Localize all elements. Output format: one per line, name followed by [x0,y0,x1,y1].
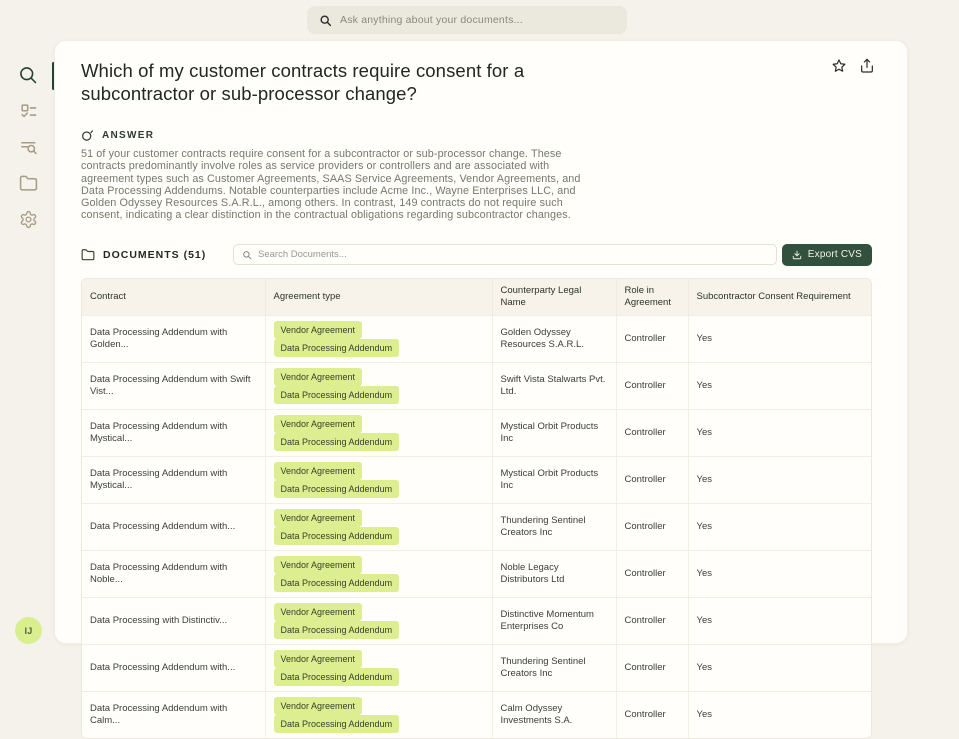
table-row[interactable] [82,409,872,456]
counterparty-cell: Golden Odyssey Resources S.A.R.L. [492,315,616,362]
counterparty-cell: Mystical Orbit Products Inc [492,409,616,456]
counterparty-cell: Mystical Orbit Products Inc [492,456,616,503]
answer-header [81,129,872,142]
role-cell: Controller [616,362,688,409]
agreement-tags [265,550,492,597]
agreement-type-badge: Data Processing Addendum [274,386,400,404]
consent-cell: Yes [688,503,872,550]
table-row[interactable] [82,456,872,503]
agreement-type-badge: Data Processing Addendum [274,433,400,451]
agreement-type-badge: Data Processing Addendum [274,715,400,733]
documents-search-input[interactable] [233,244,777,265]
documents-table-header-row [82,279,872,316]
role-cell: Controller [616,409,688,456]
column-header: Subcontractor Consent Requirement [688,279,872,316]
agreement-type-badge: Data Processing Addendum [274,668,400,686]
agreement-type-badge: Vendor Agreement [274,650,363,668]
search-icon [242,250,252,260]
documents-toolbar [81,244,872,266]
agreement-type-badge: Vendor Agreement [274,509,363,527]
contract-cell: Data Processing Addendum with... [82,644,265,691]
column-header: Role in Agreement [616,279,688,316]
consent-cell: Yes [688,409,872,456]
sidebar-item-tasks[interactable] [17,100,39,122]
agreement-type-badge: Vendor Agreement [274,603,363,621]
agreement-type-badge: Data Processing Addendum [274,339,400,357]
agreement-type-badge: Data Processing Addendum [274,527,400,545]
consent-cell: Yes [688,362,872,409]
user-avatar[interactable] [15,617,42,644]
documents-table-body [82,315,872,738]
search-icon [319,14,332,27]
contract-cell: Data Processing Addendum with Mystical... [82,456,265,503]
question-card [54,40,908,729]
contract-cell: Data Processing Addendum with Calm... [82,691,265,738]
role-cell: Controller [616,691,688,738]
counterparty-cell: Thundering Sentinel Creators Inc [492,503,616,550]
agreement-type-badge: Vendor Agreement [274,368,363,386]
column-header: Contract [82,279,265,316]
agreement-type-badge: Vendor Agreement [274,415,363,433]
answer-label: ANSWER [102,130,155,141]
global-search-placeholder: Ask anything about your documents... [340,14,523,26]
counterparty-cell: Thundering Sentinel Creators Inc [492,644,616,691]
agreement-tags [265,362,492,409]
table-row[interactable] [82,315,872,362]
sidebar-item-search[interactable] [17,64,39,86]
counterparty-cell: Swift Vista Stalwarts Pvt. Ltd. [492,362,616,409]
role-cell: Controller [616,503,688,550]
sidebar [15,64,41,230]
ai-answer-icon [81,129,94,142]
agreement-type-badge: Data Processing Addendum [274,480,400,498]
documents-search-placeholder: Search Documents... [258,249,347,261]
column-header: Agreement type [265,279,492,316]
folder-icon [81,248,95,262]
consent-cell: Yes [688,644,872,691]
global-search-bar[interactable] [307,6,627,34]
contract-cell: Data Processing Addendum with Swift Vist... [82,362,265,409]
table-row[interactable] [82,644,872,691]
consent-cell: Yes [688,550,872,597]
agreement-type-badge: Vendor Agreement [274,697,363,715]
consent-cell: Yes [688,597,872,644]
column-header: Counterparty Legal Name [492,279,616,316]
share-button[interactable] [858,57,875,74]
agreement-tags [265,315,492,362]
documents-table [81,278,872,739]
role-cell: Controller [616,597,688,644]
agreement-tags [265,691,492,738]
agreement-tags [265,503,492,550]
documents-section-label: DOCUMENTS (51) [103,248,207,261]
search-icon [18,65,38,85]
contract-cell: Data Processing Addendum with Golden... [82,315,265,362]
avatar-initials: IJ [24,625,33,636]
agreement-type-badge: Data Processing Addendum [274,574,400,592]
agreement-type-badge: Data Processing Addendum [274,621,400,639]
role-cell: Controller [616,315,688,362]
answer-text: 51 of your customer contracts require consent for a subcontractor or sub-processor change. These contracts predominantly involve roles as service providers or controllers and are associated with agreement types such as Customer Agreements, SAAS Service Agreements, Vendor Agreements, and Data Processing Addendums. Notable counterparties include Acme Inc., Wayne Enterprises LLC, and Golden Odyssey Resources S.A.R.L., among others. In contrast, 149 contracts do not require such consent, indicating a clear distinction in the contractual obligations regarding subcontractor changes. [81,148,581,222]
agreement-type-badge: Vendor Agreement [274,462,363,480]
role-cell: Controller [616,550,688,597]
card-actions [830,57,875,74]
export-csv-button[interactable] [782,244,872,266]
contract-cell: Data Processing Addendum with... [82,503,265,550]
sidebar-item-folders[interactable] [17,172,39,194]
download-icon [792,250,802,260]
counterparty-cell: Distinctive Momentum Enterprises Co [492,597,616,644]
export-csv-label: Export CVS [807,249,862,261]
search-list-icon [19,138,38,157]
folder-icon [19,174,38,193]
settings-icon [19,210,38,229]
table-row[interactable] [82,550,872,597]
favorite-button[interactable] [830,57,847,74]
consent-cell: Yes [688,456,872,503]
documents-section-header [81,248,233,262]
agreement-tags [265,597,492,644]
contract-cell: Data Processing Addendum with Mystical... [82,409,265,456]
agreement-type-badge: Vendor Agreement [274,556,363,574]
sidebar-item-settings[interactable] [17,208,39,230]
consent-cell: Yes [688,315,872,362]
role-cell: Controller [616,456,688,503]
counterparty-cell: Noble Legacy Distributors Ltd [492,550,616,597]
consent-cell: Yes [688,691,872,738]
role-cell: Controller [616,644,688,691]
agreement-tags [265,644,492,691]
sidebar-item-search-list[interactable] [17,136,39,158]
contract-cell: Data Processing with Distinctiv... [82,597,265,644]
agreement-type-badge: Vendor Agreement [274,321,363,339]
table-row[interactable] [82,597,872,644]
agreement-tags [265,409,492,456]
contract-cell: Data Processing Addendum with Noble... [82,550,265,597]
page-title: Which of my customer contracts require consent for a subcontractor or sub-processor change? [81,60,525,104]
table-row[interactable] [82,503,872,550]
star-icon [831,58,847,74]
table-row[interactable] [82,362,872,409]
tasks-icon [19,102,38,121]
counterparty-cell: Calm Odyssey Investments S.A. [492,691,616,738]
agreement-tags [265,456,492,503]
table-row[interactable] [82,691,872,738]
share-icon [859,58,875,74]
